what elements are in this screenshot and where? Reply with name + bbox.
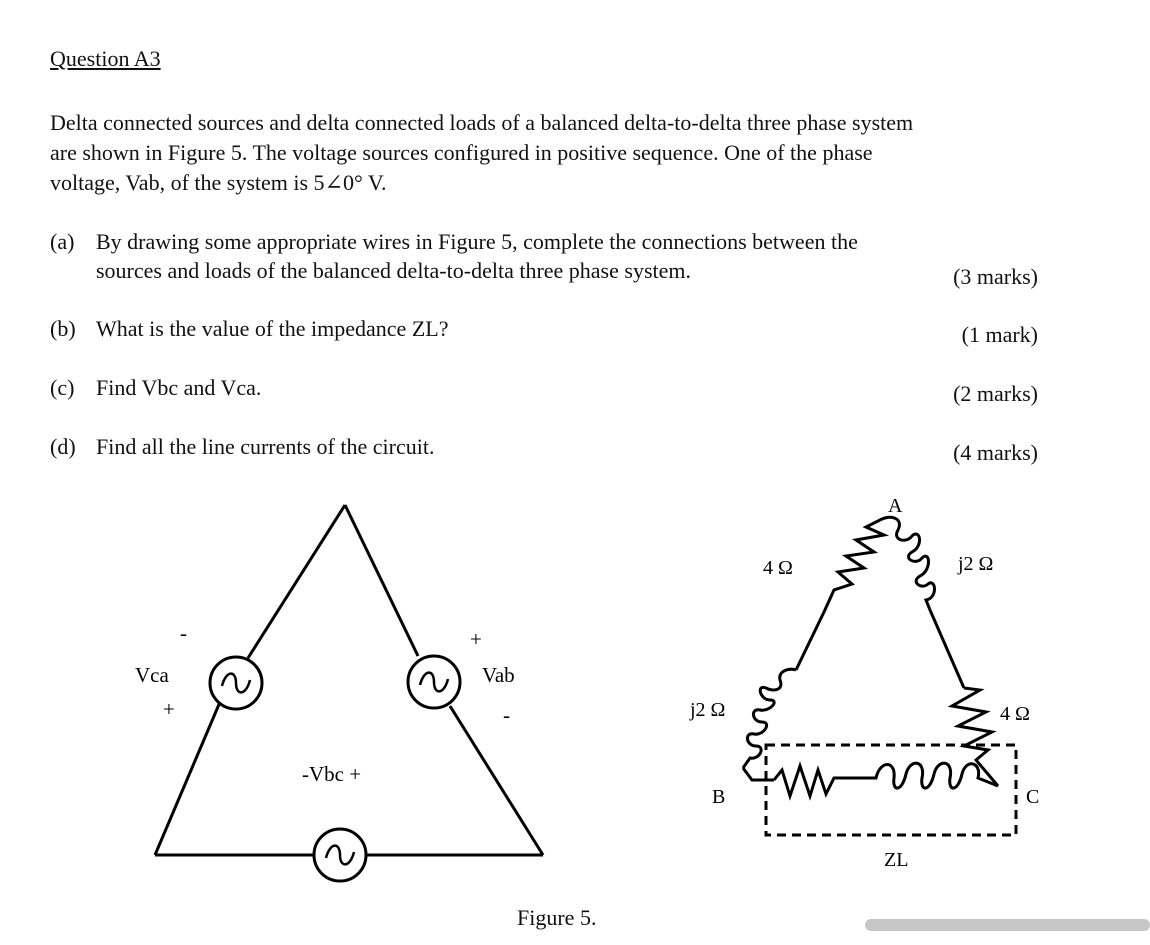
zl-label: ZL xyxy=(884,849,909,871)
r-ab-label: 4 Ω xyxy=(763,557,793,579)
intro-line-3: voltage, Vab, of the system is 5∠0° V. xyxy=(50,170,387,195)
resistor-ab xyxy=(824,520,884,612)
part-b-letter: (b) xyxy=(50,316,76,341)
source-vbc-icon xyxy=(314,829,366,881)
resistor-ca xyxy=(952,688,998,786)
part-c-line-1: Find Vbc and Vca. xyxy=(96,375,262,400)
part-c-marks: (2 marks) xyxy=(953,381,1038,406)
inductor-ba xyxy=(743,669,796,768)
wire-bottom-right xyxy=(450,706,543,855)
zl-resistor xyxy=(774,766,866,796)
source-vab-icon xyxy=(408,656,460,708)
x-ac-label: j2 Ω xyxy=(958,553,994,575)
horizontal-scrollbar[interactable] xyxy=(865,919,1150,931)
part-b-line-1: What is the value of the impedance ZL? xyxy=(96,316,449,341)
wire-left-upper xyxy=(796,612,824,670)
zl-inductor xyxy=(866,763,998,788)
r-ca-label: 4 Ω xyxy=(1000,703,1030,725)
part-a-line-1: By drawing some appropriate wires in Figure 5, complete the connections between the xyxy=(96,229,858,254)
part-a-marks: (3 marks) xyxy=(953,264,1038,289)
wire-b-node xyxy=(743,768,774,780)
vca-plus: + xyxy=(163,697,175,721)
inductor-ac xyxy=(880,517,935,610)
part-a-line-2: sources and loads of the balanced delta-to-delta three phase system. xyxy=(96,258,691,283)
part-d-letter: (d) xyxy=(50,434,76,459)
part-a-letter: (a) xyxy=(50,229,75,254)
wire-top-left xyxy=(248,505,345,658)
question-title: Question A3 xyxy=(50,46,161,71)
wire-right-upper xyxy=(930,610,964,688)
vab-plus: + xyxy=(470,627,482,651)
figure-caption: Figure 5. xyxy=(517,905,597,930)
vab-label: Vab xyxy=(482,663,515,687)
source-vca-icon xyxy=(210,657,262,709)
part-b-marks: (1 mark) xyxy=(961,322,1038,347)
wire-top-right xyxy=(345,505,418,656)
x-ba-label: j2 Ω xyxy=(690,699,726,721)
vca-label: Vca xyxy=(135,663,169,687)
vbc-label: -Vbc + xyxy=(302,762,362,786)
part-d-line-1: Find all the line currents of the circuit. xyxy=(96,434,435,459)
part-d-marks: (4 marks) xyxy=(953,440,1038,465)
wire-bottom-left xyxy=(155,702,220,855)
intro-line-1: Delta connected sources and delta connected loads of a balanced delta-to-delta three phase system xyxy=(50,110,914,135)
node-c-label: C xyxy=(1026,786,1040,808)
node-b-label: B xyxy=(712,786,726,808)
vca-minus: - xyxy=(180,621,187,645)
intro-line-2: are shown in Figure 5. The voltage sources configured in positive sequence. One of the phase xyxy=(50,140,873,165)
node-a-label: A xyxy=(888,495,903,517)
part-c-letter: (c) xyxy=(50,375,75,400)
vab-minus: - xyxy=(503,703,510,727)
